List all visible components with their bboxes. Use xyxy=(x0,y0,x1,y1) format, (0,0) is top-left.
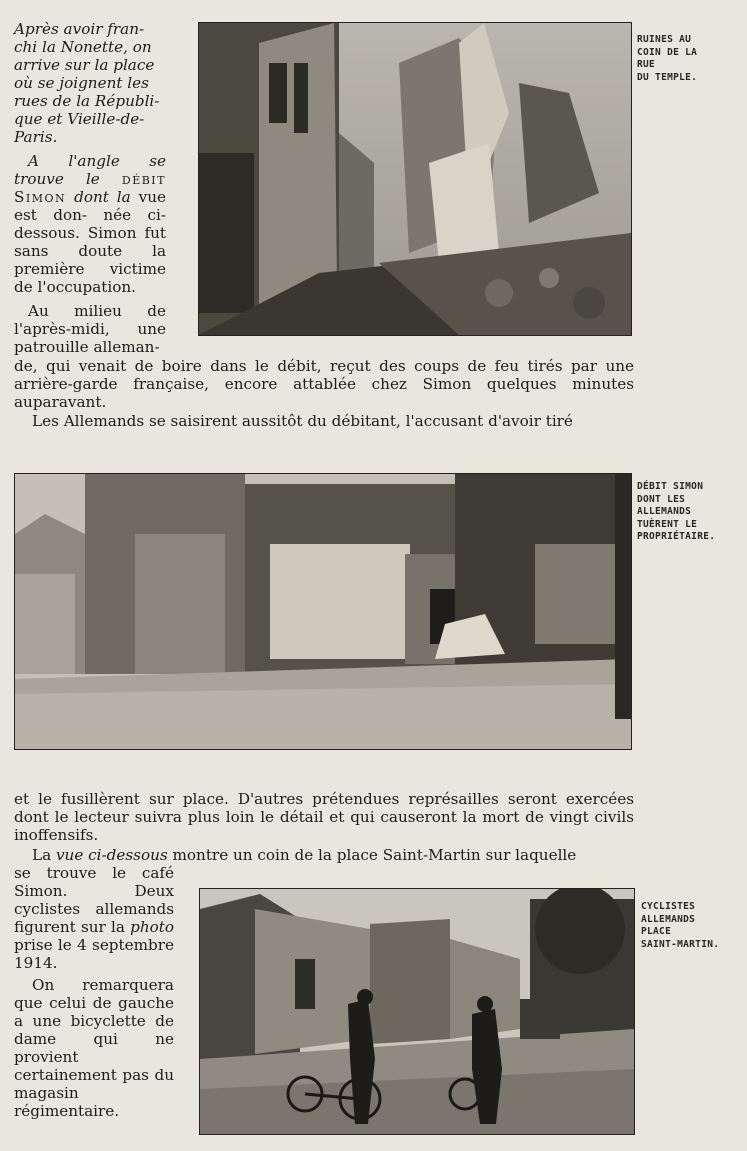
text-run: La xyxy=(32,846,52,864)
execution-paragraph xyxy=(14,790,634,844)
text-run: vue ci-dessous xyxy=(55,846,168,864)
caption-line: ALLEMANDS xyxy=(637,506,692,517)
caption-line: ALLEMANDS xyxy=(641,913,696,925)
text-run: Au milieu de l'après-midi, une patrouille alleman- xyxy=(14,302,166,356)
text-run: de, qui venait de boire dans le débit, reçut des coups de feu tirés par une arrière-garde française, encore attablée chez Simon quelques minutes auparavant. xyxy=(14,357,634,411)
caption-line: PROPRIÉTAIRE. xyxy=(637,531,716,542)
intro-paragraph xyxy=(14,20,166,146)
text-run: le xyxy=(85,170,100,188)
caption-cyclistes xyxy=(641,901,719,951)
photo-cyclistes xyxy=(199,888,635,1135)
text-run: photo xyxy=(130,918,175,936)
text-run: prise le 4 septembre 1914. xyxy=(14,936,174,972)
caption-line: PLACE xyxy=(641,926,672,937)
simon-paragraph xyxy=(14,152,166,296)
intro-line: Paris. xyxy=(14,128,58,146)
text-run: Les Allemands se saisirent aussitôt du débitant, l'accusant d'avoir tiré xyxy=(32,412,573,430)
caption-line: SAINT-MARTIN. xyxy=(641,938,720,950)
intro-line: Après avoir fran- xyxy=(14,20,145,38)
cyclistes-photo-image xyxy=(200,889,634,1134)
caption-ruins xyxy=(637,34,697,84)
seizure-paragraph xyxy=(14,412,634,430)
caption-line: DÉBIT SIMON xyxy=(637,481,704,492)
bicycle-paragraph xyxy=(14,976,174,1120)
intro-line: chi la Nonette, on xyxy=(14,38,152,56)
caption-line: COIN DE LA xyxy=(637,46,698,58)
caption-line: DONT LES xyxy=(637,493,686,505)
place-paragraph-end xyxy=(14,864,174,972)
text-run: se trouve le café Simon. Deux cyclistes allemands figurent sur la xyxy=(14,864,174,936)
text-run: On remarquera que celui de gauche a une bicyclette de dame qui ne provient certainement pas du magasin régimentaire. xyxy=(14,976,174,1120)
intro-line: où se joignent les xyxy=(14,74,149,92)
text-run: Simon fut sans doute la première victime de l'occupation. xyxy=(14,224,167,296)
text-run: A l'angle se trouve xyxy=(14,152,166,188)
patrol-paragraph-end xyxy=(14,357,634,411)
text-run: et le fusillèrent sur place. D'autres prétendues représailles seront exercées dont le lecteur suivra plus loin le détail et qui causeront la mort de vingt civils inoffensifs. xyxy=(14,790,634,844)
place-paragraph-start xyxy=(14,846,634,864)
caption-debit-simon xyxy=(637,481,715,544)
text-run: débit Simon xyxy=(14,170,166,206)
photo-ruins-rue-du-temple xyxy=(198,22,632,336)
intro-line: que et Vieille-de- xyxy=(14,110,145,128)
intro-line: rues de la Républi- xyxy=(14,92,160,110)
patrol-paragraph-start xyxy=(14,302,166,356)
caption-line: RUE xyxy=(637,59,656,70)
text-run: montre un coin de la place Saint-Martin sur laquelle xyxy=(172,846,577,864)
text-run: vue est don- xyxy=(14,188,166,224)
caption-line: DU TEMPLE. xyxy=(637,71,698,83)
caption-line: RUINES AU xyxy=(637,34,692,45)
caption-line: CYCLISTES xyxy=(641,901,696,912)
debit-simon-photo-image xyxy=(15,474,631,749)
ruins-photo-image xyxy=(199,23,631,335)
text-run: née ci-dessous. xyxy=(14,206,166,242)
text-run: dont la xyxy=(74,188,131,206)
intro-line: arrive sur la place xyxy=(14,56,155,74)
caption-line: TUÈRENT LE xyxy=(637,518,698,530)
photo-debit-simon xyxy=(14,473,632,750)
